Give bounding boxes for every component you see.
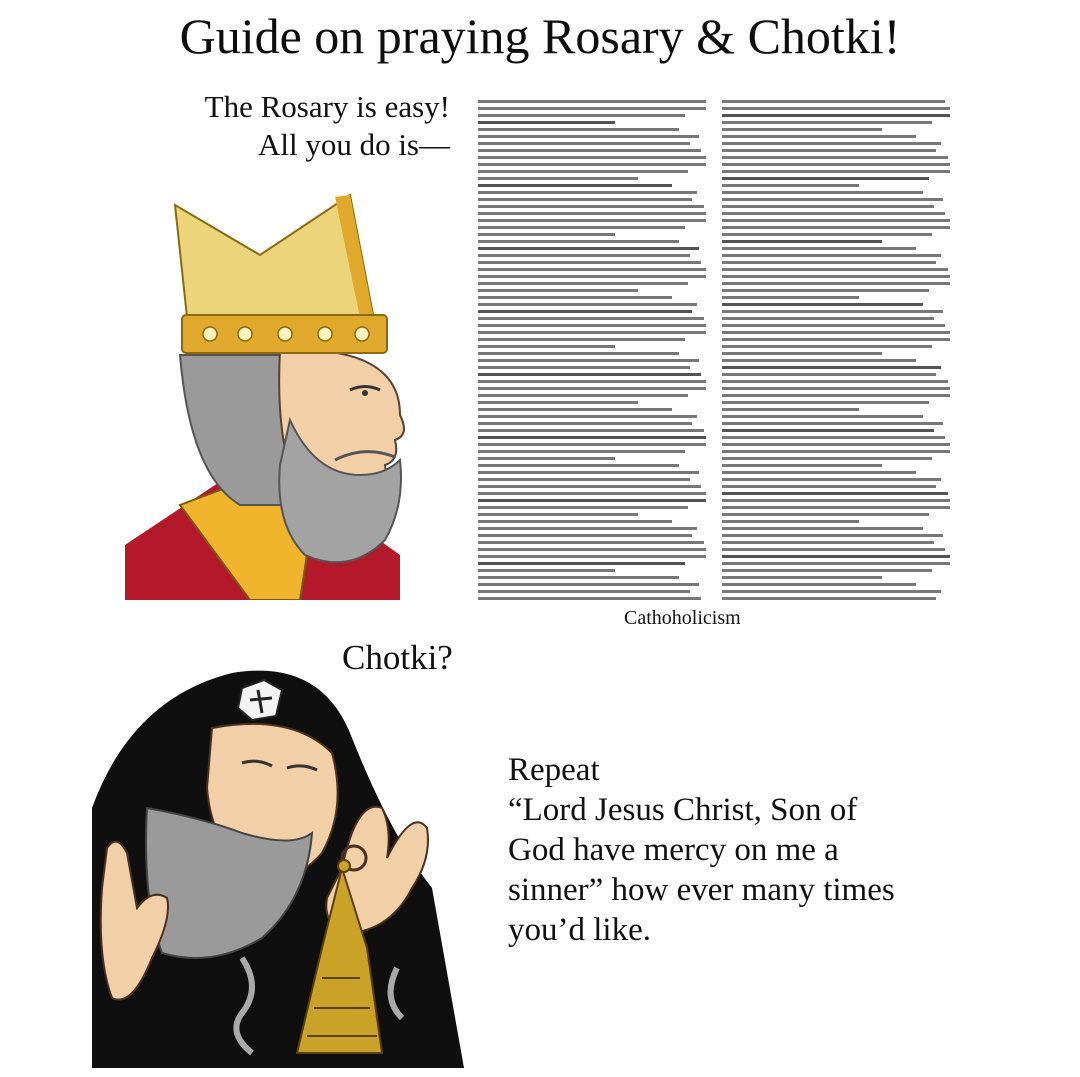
document-text-line — [722, 198, 943, 201]
document-text-line — [478, 422, 692, 425]
chotki-instructions — [508, 750, 978, 950]
document-text-line — [478, 464, 679, 467]
document-text-line — [478, 485, 701, 488]
document-text-line — [722, 219, 950, 222]
document-text-line — [478, 345, 615, 348]
document-text-line — [478, 324, 706, 327]
document-text-line — [722, 513, 929, 516]
document-text-line — [478, 387, 706, 390]
document-text-line — [722, 233, 932, 236]
document-text-line — [722, 317, 934, 320]
document-text-line — [478, 583, 699, 586]
document-text-line — [722, 149, 936, 152]
document-text-line — [478, 534, 692, 537]
document-text-line — [722, 100, 945, 103]
document-text-line — [722, 387, 950, 390]
document-column-right — [722, 100, 950, 605]
document-text-line — [478, 282, 688, 285]
document-text-line — [722, 163, 950, 166]
document-text-line — [722, 464, 882, 467]
document-text-line — [722, 352, 882, 355]
document-text-line — [722, 534, 943, 537]
document-text-line — [478, 163, 706, 166]
document-text-line — [478, 499, 706, 502]
document-text-line — [722, 226, 950, 229]
document-text-line — [722, 478, 941, 481]
document-text-line — [478, 352, 679, 355]
bishop-illustration — [100, 175, 450, 600]
document-text-line — [478, 450, 685, 453]
document-text-line — [722, 135, 916, 138]
document-text-line — [722, 121, 932, 124]
document-text-line — [478, 317, 704, 320]
document-text-line — [722, 177, 929, 180]
document-text-line — [722, 436, 945, 439]
document-text-line — [478, 338, 685, 341]
document-text-line — [722, 142, 941, 145]
document-text-line — [722, 338, 950, 341]
document-text-line — [722, 170, 950, 173]
document-text-line — [722, 156, 948, 159]
document-text-line — [478, 457, 615, 460]
document-text-line — [478, 506, 688, 509]
document-text-line — [722, 345, 932, 348]
document-column-left — [478, 100, 706, 605]
document-text-line — [478, 478, 690, 481]
document-text-line — [478, 303, 697, 306]
document-text-line — [478, 226, 685, 229]
document-text-line — [722, 331, 950, 334]
document-text-line — [722, 401, 929, 404]
document-text-line — [478, 149, 701, 152]
document-text-line — [478, 191, 697, 194]
document-text-line — [478, 590, 690, 593]
document-text-line — [722, 506, 950, 509]
document-text-line — [478, 233, 615, 236]
document-text-line — [722, 303, 923, 306]
document-text-line — [478, 296, 672, 299]
document-text-line — [722, 212, 945, 215]
document-text-line — [478, 212, 706, 215]
document-text-line — [722, 569, 932, 572]
document-caption: Cathoholicism — [624, 607, 741, 629]
dense-text-document — [478, 100, 958, 605]
page-title: Guide on praying Rosary & Chotki! — [179, 8, 901, 64]
document-text-line — [478, 359, 699, 362]
document-text-line — [722, 471, 916, 474]
document-text-line — [722, 310, 943, 313]
document-text-line — [478, 569, 615, 572]
document-text-line — [478, 107, 706, 110]
instructions-line5: you’d like. — [508, 912, 651, 948]
document-text-line — [722, 268, 948, 271]
document-text-line — [478, 541, 704, 544]
document-text-line — [478, 366, 690, 369]
document-text-line — [722, 373, 936, 376]
document-text-line — [478, 205, 704, 208]
monk-illustration — [92, 658, 464, 1068]
instructions-line4: sinner” how ever many times — [508, 872, 895, 908]
document-text-line — [722, 324, 945, 327]
document-text-line — [722, 541, 934, 544]
document-text-line — [478, 170, 688, 173]
document-text-line — [478, 597, 701, 600]
document-text-line — [722, 296, 859, 299]
document-text-line — [478, 198, 692, 201]
document-text-line — [478, 135, 699, 138]
document-text-line — [722, 583, 916, 586]
document-text-line — [722, 555, 950, 558]
document-text-line — [478, 394, 688, 397]
document-text-line — [722, 492, 948, 495]
document-text-line — [722, 443, 950, 446]
document-text-line — [722, 128, 882, 131]
document-text-line — [478, 576, 679, 579]
document-text-line — [478, 261, 701, 264]
document-text-line — [722, 247, 916, 250]
document-text-line — [722, 359, 916, 362]
document-text-line — [478, 310, 692, 313]
document-text-line — [722, 366, 941, 369]
document-text-line — [722, 184, 859, 187]
document-text-line — [722, 590, 941, 593]
document-text-line — [478, 443, 706, 446]
instructions-line1: Repeat — [508, 752, 600, 788]
document-text-line — [722, 205, 934, 208]
document-text-line — [478, 401, 638, 404]
document-text-line — [722, 408, 859, 411]
document-text-line — [722, 114, 950, 117]
document-text-line — [722, 380, 948, 383]
document-text-line — [478, 373, 701, 376]
document-text-line — [722, 107, 950, 110]
document-text-line — [478, 275, 706, 278]
document-text-line — [478, 142, 690, 145]
document-text-line — [478, 527, 697, 530]
document-text-line — [478, 429, 704, 432]
document-text-line — [478, 268, 706, 271]
document-text-line — [478, 184, 672, 187]
instructions-line3: God have mercy on me a — [508, 832, 839, 868]
document-text-line — [478, 114, 685, 117]
document-text-line — [478, 492, 706, 495]
document-text-line — [722, 527, 923, 530]
document-text-line — [478, 289, 638, 292]
monk-speech: Chotki? — [342, 638, 453, 677]
document-text-line — [722, 597, 936, 600]
document-text-line — [722, 275, 950, 278]
document-text-line — [722, 450, 950, 453]
document-text-line — [478, 436, 706, 439]
instructions-line2: “Lord Jesus Christ, Son of — [508, 792, 858, 828]
document-text-line — [722, 240, 882, 243]
bishop-speech-line2: All you do is— — [257, 127, 450, 162]
document-text-line — [478, 219, 706, 222]
document-text-line — [722, 415, 923, 418]
document-text-line — [478, 555, 706, 558]
document-text-line — [722, 562, 950, 565]
document-text-line — [478, 513, 638, 516]
document-text-line — [478, 177, 638, 180]
document-text-line — [478, 562, 685, 565]
bishop-speech-line1: The Rosary is easy! — [204, 89, 450, 124]
document-text-line — [478, 520, 672, 523]
document-text-line — [478, 408, 672, 411]
document-text-line — [722, 261, 936, 264]
document-text-line — [722, 289, 929, 292]
document-text-line — [722, 422, 943, 425]
document-text-line — [478, 254, 690, 257]
document-text-line — [722, 499, 950, 502]
document-text-line — [478, 100, 706, 103]
document-text-line — [478, 156, 706, 159]
document-text-line — [478, 247, 699, 250]
document-text-line — [478, 128, 679, 131]
document-text-line — [478, 380, 706, 383]
document-text-line — [722, 282, 950, 285]
document-text-line — [722, 548, 945, 551]
document-text-line — [722, 191, 923, 194]
document-text-line — [478, 548, 706, 551]
document-text-line — [722, 457, 932, 460]
document-text-line — [722, 394, 950, 397]
document-text-line — [478, 415, 697, 418]
document-text-line — [722, 576, 882, 579]
document-text-line — [478, 121, 615, 124]
document-text-line — [722, 485, 936, 488]
document-text-line — [478, 471, 699, 474]
document-text-line — [722, 429, 934, 432]
document-text-line — [722, 254, 941, 257]
document-text-line — [478, 240, 679, 243]
document-text-line — [722, 520, 859, 523]
document-text-line — [478, 331, 706, 334]
bishop-speech — [205, 88, 450, 164]
